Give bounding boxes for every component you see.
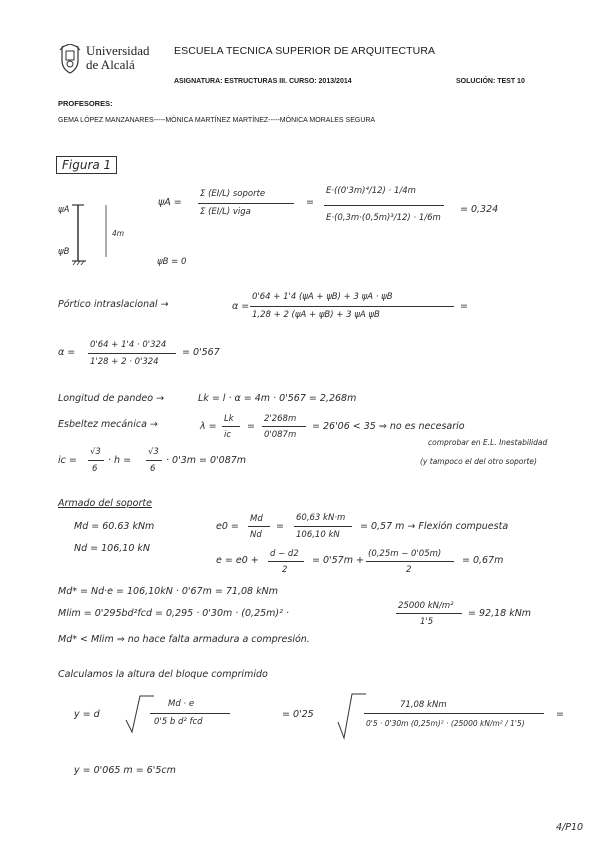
e0-numerator: Md <box>250 514 263 524</box>
height-label: 4m <box>112 229 125 238</box>
fraction-bar <box>150 713 230 714</box>
pandeo-label: Longitud de pandeo → <box>58 393 165 404</box>
y-inner-numerator: Md · e <box>168 699 195 709</box>
esbeltez-note-1: comprobar en E.L. Inestabilidad <box>428 438 548 447</box>
fraction-bar <box>262 426 306 427</box>
psi-denominator: Σ (EI/L) viga <box>200 207 251 217</box>
university-logo <box>58 44 82 74</box>
md-line: Md = 60.63 kNm <box>74 521 155 532</box>
alpha-calc-result: = 0'567 <box>182 347 220 358</box>
fraction-bar <box>146 460 162 461</box>
y-denominator-2: 0'5 · 0'30m (0,25m)² · (25000 kN/m² / 1'5) <box>366 719 525 728</box>
psi-a-label: ψA <box>58 205 70 215</box>
psi-b-zero: ψB = 0 <box>157 257 187 267</box>
ic-frac2-denominator: 6 <box>150 464 156 474</box>
sqrt-sign <box>124 692 154 736</box>
alpha-calc-left: α = <box>58 347 76 358</box>
esbeltez-eq2: = <box>247 421 255 432</box>
esbeltez-numerator-2: 2'268m <box>264 414 297 424</box>
psi-numerator: Σ (EI/L) soporte <box>200 189 266 199</box>
school-title: ESCUELA TECNICA SUPERIOR DE ARQUITECTURA <box>174 45 436 57</box>
e0-numerator-2: 60,63 kN·m <box>296 513 346 523</box>
y-numerator-2: 71,08 kNm <box>400 700 447 710</box>
fraction-bar <box>248 526 270 527</box>
esbeltez-label: Esbeltez mecánica → <box>58 419 158 430</box>
solution-label: SOLUCIÓN: TEST 10 <box>456 78 525 85</box>
ic-end: · 0'3m = 0'087m <box>166 455 247 466</box>
fraction-bar <box>268 561 304 562</box>
e-frac1-denominator: 2 <box>282 565 288 575</box>
sqrt-sign <box>336 690 366 742</box>
psi-formula-left: ψA = <box>158 197 182 208</box>
ic-frac1-denominator: 6 <box>92 464 98 474</box>
alpha-denominator: 1,28 + 2 (ψA + ψB) + 3 ψA ψB <box>252 310 380 320</box>
esbeltez-result: = 26'06 < 35 ⇒ no es necesario <box>312 421 465 432</box>
psi-eq: = <box>306 197 314 208</box>
e0-left: e0 = <box>216 521 239 532</box>
psi-denominator-2: E·(0,3m·(0,5m)³/12) · 1/6m <box>326 213 441 223</box>
e0-denominator-2: 106,10 kN <box>296 530 340 540</box>
crest-icon <box>58 44 82 74</box>
professors-names: GEMA LÓPEZ MANZANARES-----MÓNICA MARTÍNEZ MARTÍNEZ-----MÓNICA MORALES SEGURA <box>58 117 376 124</box>
subject-line: ASIGNATURA: ESTRUCTURAS III. CURSO: 2013/2014 <box>174 78 352 85</box>
ic-frac2-numerator: √3 <box>148 447 159 457</box>
e-frac2-denominator: 2 <box>406 565 412 575</box>
psi-result: = 0,324 <box>460 204 499 215</box>
fraction-bar <box>198 203 294 204</box>
e-left: e = e0 + <box>216 555 259 566</box>
pandeo-expr: Lk = l · α = 4m · 0'567 = 2,268m <box>198 393 357 404</box>
fraction-bar <box>250 306 454 307</box>
fraction-bar <box>364 713 544 714</box>
figure-label: Figura 1 <box>56 156 117 174</box>
y-inner-denominator: 0'5 b d² fcd <box>154 717 203 727</box>
nd-line: Nd = 106,10 kN <box>74 543 151 554</box>
alpha-numerator: 0'64 + 1'4 (ψA + ψB) + 3 ψA · ψB <box>252 292 393 302</box>
fraction-bar <box>396 613 462 614</box>
fraction-bar <box>88 353 176 354</box>
e-result: = 0,67m <box>462 555 504 566</box>
esbeltez-denominator-2: 0'087m <box>264 430 297 440</box>
e-frac2-numerator: (0,25m − 0'05m) <box>368 549 442 559</box>
y-end: = <box>556 709 564 720</box>
mlim-frac-numerator: 25000 kN/m² <box>398 601 454 611</box>
esbeltez-lambda: λ = <box>200 421 217 432</box>
compare-line: Md* < Mlim ⇒ no hace falta armadura a compresión. <box>58 634 310 645</box>
e0-eq: = <box>276 521 284 532</box>
e0-result: = 0,57 m → Flexión compuesta <box>360 521 509 532</box>
fraction-bar <box>294 526 352 527</box>
psi-b-label: ψB <box>58 247 70 257</box>
professors-label: PROFESORES: <box>58 99 113 108</box>
mlim-line: Mlim = 0'295bd²fcd = 0,295 · 0'30m · (0,25m)² · <box>58 608 289 619</box>
fraction-bar <box>88 460 104 461</box>
armado-label: Armado del soporte <box>58 498 152 509</box>
e-mid: = 0'57m + <box>312 555 364 566</box>
esbeltez-numerator: Lk <box>224 414 234 424</box>
mlim-frac-denominator: 1'5 <box>420 617 434 627</box>
mlim-result: = 92,18 kNm <box>468 608 532 619</box>
alpha-calc-numerator: 0'64 + 1'4 · 0'324 <box>90 340 167 350</box>
esbeltez-denominator: ic <box>224 430 232 440</box>
fraction-bar <box>324 205 444 206</box>
e-frac1-numerator: d − d2 <box>270 549 299 559</box>
ic-mid: · h = <box>108 455 132 466</box>
fraction-bar <box>222 426 240 427</box>
page-number: 4/P10 <box>556 822 584 833</box>
university-name-line1: Universidad <box>86 43 150 58</box>
alpha-eq: = <box>460 301 468 312</box>
alpha-left: α = <box>232 301 250 312</box>
ic-left: ic = <box>58 455 77 466</box>
e0-denominator: Nd <box>250 530 262 540</box>
y-mid: = 0'25 <box>282 709 314 720</box>
esbeltez-note-2: (y tampoco el del otro soporte) <box>420 457 537 466</box>
mdstar-line: Md* = Nd·e = 106,10kN · 0'67m = 71,08 kNm <box>58 586 278 597</box>
y-result: y = 0'065 m = 6'5cm <box>74 765 176 776</box>
ic-frac1-numerator: √3 <box>90 447 101 457</box>
portico-label: Pórtico intraslacional → <box>58 299 169 310</box>
y-left: y = d <box>74 709 100 720</box>
bloque-label: Calculamos la altura del bloque comprimido <box>58 669 268 680</box>
fraction-bar <box>366 561 454 562</box>
psi-numerator-2: E·((0'3m)⁴/12) · 1/4m <box>326 186 416 196</box>
alpha-calc-denominator: 1'28 + 2 · 0'324 <box>90 357 159 367</box>
university-name-line2: de Alcalá <box>86 57 135 72</box>
